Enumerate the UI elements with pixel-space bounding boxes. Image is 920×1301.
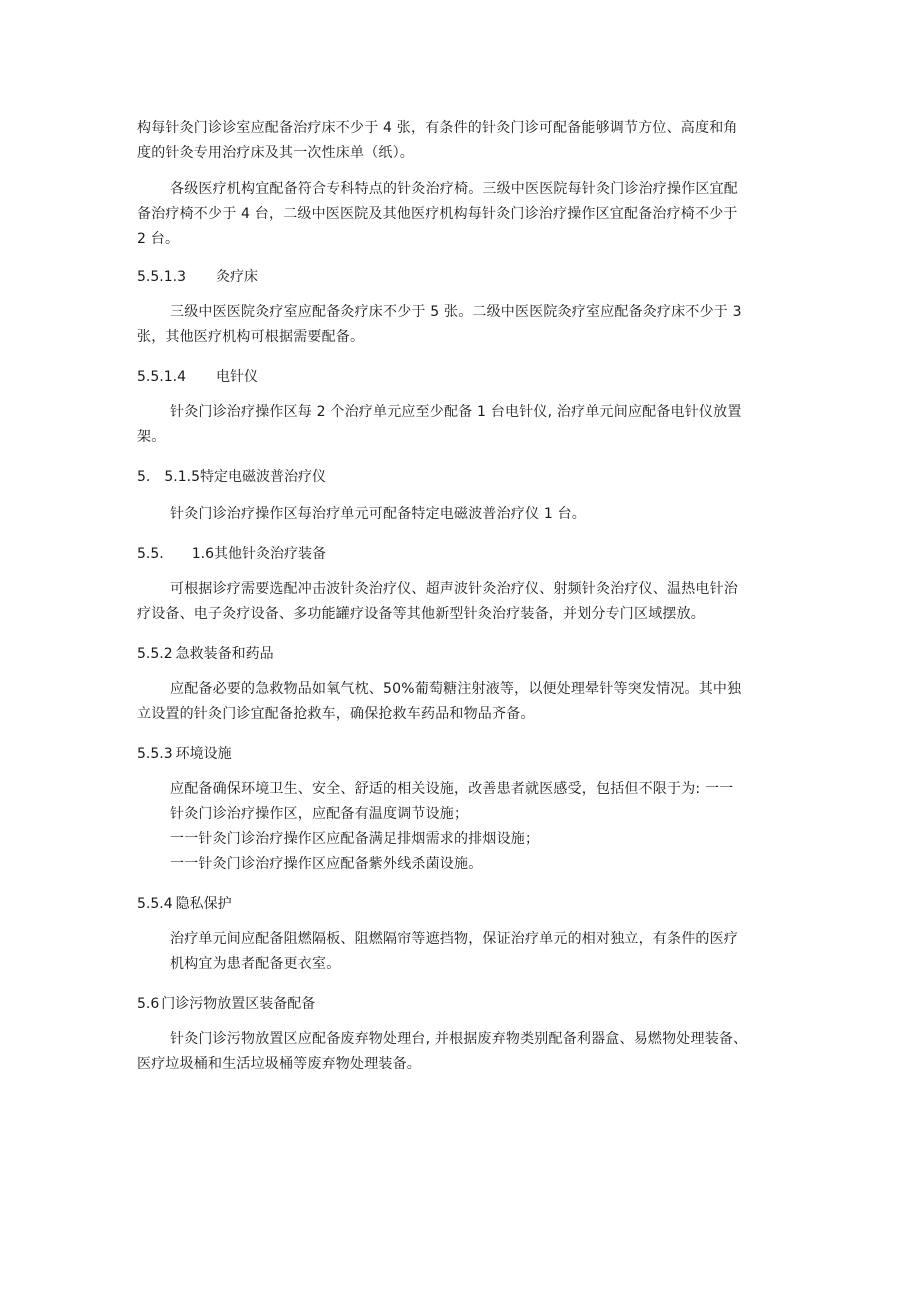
paragraph-line: 2 台。 (137, 231, 180, 247)
paragraph-line: 针灸门诊污物放置区应配备废弃物处理台, 并根据废弃物类别配备利器盒、易燃物处理装备、 (170, 1031, 748, 1047)
paragraph-line: 一一针灸门诊治疗操作区应配备满足排烟需求的排烟设施； (170, 831, 540, 847)
paragraph-tdp-lamp (137, 502, 787, 527)
paragraph-line: 三级中医医院灸疗室应配备灸疗床不少于 5 张。二级中医医院灸疗室应配备灸疗床不少于 3 (170, 304, 742, 320)
paragraph-environment (137, 777, 787, 877)
section-title: 其他针灸治疗装备 (213, 546, 326, 562)
paragraph-privacy (137, 927, 787, 977)
paragraph-line: 张，其他医疗机构可根据需要配备。 (137, 329, 365, 345)
section-heading-5-5-1-6 (137, 543, 326, 565)
paragraph-line: 构每针灸门诊诊室应配备治疗床不少于 4 张，有条件的针灸门诊可配备能够调节方位、高度和角 (137, 120, 738, 136)
section-number: 5.5.1.3 (137, 269, 186, 285)
paragraph-line: 一一针灸门诊治疗操作区应配备紫外线杀菌设施。 (170, 856, 483, 872)
section-heading-5-5-2 (137, 643, 274, 665)
section-number: 1.6 (191, 546, 214, 562)
paragraph-line: 医疗垃圾桶和生活垃圾桶等废弃物处理装备。 (137, 1056, 421, 1072)
paragraph-line: 立设置的针灸门诊宜配备抢救车，确保抢救车药品和物品齐备。 (137, 706, 535, 722)
paragraph-line: 度的针灸专用治疗床及其一次性床单（纸）。 (137, 145, 414, 161)
paragraph-line: 备治疗椅不少于 4 台，二级中医医院及其他医疗机构每针灸门诊治疗操作区宜配备治疗椅不少于 (137, 206, 738, 222)
paragraph-line: 应配备必要的急救物品如氧气枕、50%葡萄糖注射液等，以便处理晕针等突发情况。其中独 (170, 681, 742, 697)
paragraph-line: 应配备确保环境卫生、安全、舒适的相关设施，改善患者就医感受，包括但不限于为: 一一 (170, 781, 734, 797)
section-heading-5-5-1-4 (137, 366, 258, 388)
section-title: 急救装备和药品 (175, 646, 274, 662)
section-number: 5.5.4 (137, 896, 173, 912)
section-heading-5-5-1-3 (137, 266, 258, 288)
paragraph-other-equipment (137, 577, 787, 627)
paragraph-emergency (137, 677, 787, 727)
paragraph-line: 可根据诊疗需要选配冲击波针灸治疗仪、超声波针灸治疗仪、射频针灸治疗仪、温热电针治 (170, 581, 738, 597)
paragraph-treatment-bed (137, 116, 787, 166)
section-number: 5.1.5 (164, 469, 200, 485)
section-title: 电针仪 (215, 369, 258, 385)
section-heading-5-5-4 (137, 893, 232, 915)
section-number: 5. (137, 469, 151, 485)
section-heading-5-5-1-5 (137, 466, 326, 488)
paragraph-line: 架。 (137, 429, 166, 445)
paragraph-line: 针灸门诊治疗操作区，应配备有温度调节设施； (170, 806, 469, 822)
paragraph-line: 治疗单元间应配备阻燃隔板、阻燃隔帘等遮挡物，保证治疗单元的相对独立，有条件的医疗 (170, 931, 738, 947)
section-number: 5.6 (137, 996, 160, 1012)
section-number: 5.5.1.4 (137, 369, 186, 385)
paragraph-treatment-chair (137, 177, 787, 252)
section-number: 5.5. (137, 546, 164, 562)
section-title: 环境设施 (175, 746, 232, 762)
section-title: 隐私保护 (175, 896, 232, 912)
paragraph-line: 针灸门诊治疗操作区每 2 个治疗单元应至少配备 1 台电针仪, 治疗单元间应配备电针仪放置 (170, 404, 742, 420)
paragraph-waste-area (137, 1027, 787, 1077)
section-title: 门诊污物放置区装备配备 (161, 996, 316, 1012)
section-number: 5.5.3 (137, 746, 173, 762)
section-title: 灸疗床 (215, 269, 258, 285)
paragraph-moxibustion-bed (137, 300, 787, 350)
section-heading-5-6 (137, 993, 315, 1015)
section-title: 特定电磁波普治疗仪 (199, 469, 326, 485)
paragraph-electro-acupuncture (137, 400, 787, 450)
paragraph-line: 针灸门诊治疗操作区每治疗单元可配备特定电磁波普治疗仪 1 台。 (170, 506, 587, 522)
paragraph-line: 各级医疗机构宜配备符合专科特点的针灸治疗椅。三级中医医院每针灸门诊治疗操作区宜配 (170, 181, 738, 197)
paragraph-line: 疗设备、电子灸疗设备、多功能罐疗设备等其他新型针灸治疗装备，并划分专门区域摆放。 (137, 606, 705, 622)
section-number: 5.5.2 (137, 646, 173, 662)
section-heading-5-5-3 (137, 743, 232, 765)
paragraph-line: 机构宜为患者配备更衣室。 (170, 956, 341, 972)
